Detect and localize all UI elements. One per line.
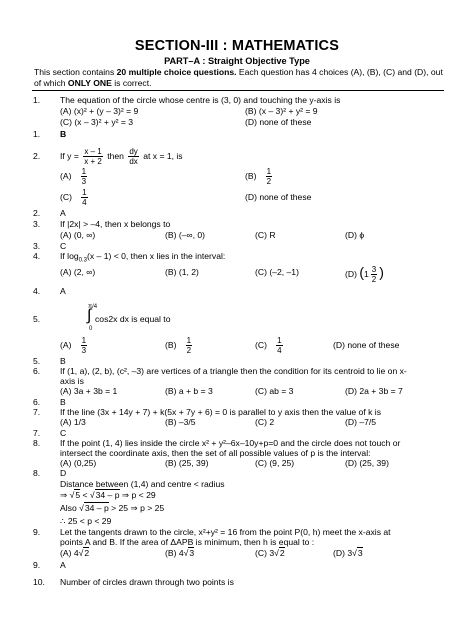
answer-number: 7. bbox=[33, 428, 41, 438]
option-d: (D) 3√3 bbox=[333, 548, 363, 558]
integral-upper-limit: π/4 bbox=[88, 304, 98, 310]
question-number: 4. bbox=[33, 251, 41, 261]
option-a: (A) 3a + 3b = 1 bbox=[60, 386, 118, 396]
text-part: (B) 4 bbox=[165, 548, 184, 558]
solution-line: Also √34 – p > 25 ⇒ p > 25 bbox=[60, 503, 165, 513]
numerator: x – 1 bbox=[84, 147, 102, 157]
option-d: (D) none of these bbox=[245, 117, 312, 127]
option-d: (D) 2a + 3b = 7 bbox=[345, 386, 403, 396]
answer-key: A bbox=[60, 208, 66, 218]
option-a: (A) (0,25) bbox=[60, 458, 97, 468]
option-c bbox=[60, 186, 90, 208]
question-text: If (1, a), (2, b), (c², –3) are vertices of a triangle then the condition for its centroid to lie on x- bbox=[60, 366, 407, 376]
fraction bbox=[276, 336, 282, 355]
answer-key: B bbox=[60, 356, 66, 366]
option-b bbox=[245, 165, 274, 187]
fraction bbox=[81, 336, 87, 355]
text-part: (x – 1) < 0, then x lies in the interval: bbox=[86, 251, 226, 261]
answer-key: C bbox=[60, 428, 67, 438]
option-c: (C) R bbox=[255, 230, 276, 240]
denominator: 2 bbox=[371, 275, 377, 285]
question-text: Number of circles drawn through two points is bbox=[60, 577, 234, 587]
radicand: 2 bbox=[84, 548, 90, 558]
denominator: 4 bbox=[277, 346, 282, 356]
answer-key: B bbox=[60, 397, 66, 407]
numerator: 1 bbox=[277, 336, 282, 346]
intro-bold: ONLY ONE bbox=[67, 77, 112, 88]
option-c: (C) (–2, –1) bbox=[255, 267, 299, 277]
radicand: 3 bbox=[357, 548, 363, 558]
option-b: (B) –3/5 bbox=[165, 417, 196, 427]
radicand: 2 bbox=[279, 548, 285, 558]
text-part: If y = bbox=[60, 151, 82, 161]
fraction bbox=[266, 167, 272, 186]
option-d: (D) (25, 39) bbox=[345, 458, 389, 468]
answer-key: D bbox=[60, 468, 67, 478]
answer-number: 8. bbox=[33, 468, 41, 478]
option-a: (A) (2, ∞) bbox=[60, 267, 96, 277]
fraction bbox=[81, 167, 87, 186]
fraction bbox=[83, 147, 103, 166]
answer-key: A bbox=[60, 286, 66, 296]
text-part: ⇒ bbox=[60, 490, 70, 500]
fraction bbox=[128, 147, 138, 166]
numerator: 1 bbox=[186, 336, 192, 346]
option-a: (A) 1/3 bbox=[60, 417, 86, 427]
option-a: (A) (x)² + (y – 3)² = 9 bbox=[60, 106, 139, 116]
option-c bbox=[255, 334, 285, 356]
question-text: Let the tangents drawn to the circle, x²+y² = 16 from the point P(0, h) meet the x-axis at bbox=[60, 527, 391, 537]
question-number: 2. bbox=[33, 151, 41, 161]
option-label: (A) bbox=[60, 340, 72, 350]
option-b bbox=[165, 334, 194, 356]
integral-lower-limit: 0 bbox=[89, 326, 93, 332]
denominator: 3 bbox=[81, 346, 87, 356]
option-label: (B) bbox=[245, 171, 257, 181]
question-number: 8. bbox=[33, 438, 41, 448]
option-label: (A) bbox=[60, 171, 72, 181]
answer-number: 9. bbox=[33, 560, 41, 570]
answer-key: B bbox=[60, 129, 67, 139]
text-part: ⇒ p < 29 bbox=[119, 490, 156, 500]
answer-key: A bbox=[60, 560, 66, 570]
option-c: (C) (x – 3)² + y² = 3 bbox=[60, 117, 134, 127]
solution-line: Distance between (1,4) and centre < radius bbox=[60, 479, 225, 489]
denominator: 2 bbox=[266, 177, 272, 187]
solution-line: ∴ 25 < p < 29 bbox=[60, 516, 112, 526]
solution-line: ⇒ √5 < √34 – p ⇒ p < 29 bbox=[60, 490, 156, 500]
option-label: (C) bbox=[255, 340, 267, 350]
answer-number: 6. bbox=[33, 397, 41, 407]
question-text: If |2x| > –4, then x belongs to bbox=[60, 219, 171, 229]
option-b: (B) a + b = 3 bbox=[165, 386, 213, 396]
header-divider bbox=[32, 90, 444, 91]
text-part: < bbox=[80, 490, 90, 500]
radicand: 34 – p bbox=[95, 490, 120, 500]
text-part: > 25 ⇒ p > 25 bbox=[108, 503, 165, 513]
question-text bbox=[60, 251, 225, 266]
option-label: (D) bbox=[345, 269, 357, 279]
answer-number: 4. bbox=[33, 286, 41, 296]
denominator: 2 bbox=[186, 346, 192, 356]
part-subtitle: PART–A : Straight Objective Type bbox=[164, 56, 310, 66]
text-part: at x = 1, is bbox=[140, 151, 183, 161]
answer-number: 1. bbox=[33, 129, 41, 139]
text-part: (D) 3 bbox=[333, 548, 353, 558]
bracket-close: ) bbox=[379, 264, 384, 280]
log-base: 0.3 bbox=[78, 257, 87, 264]
option-d: (D) none of these bbox=[245, 192, 312, 202]
question-number: 9. bbox=[33, 527, 41, 537]
answer-number: 5. bbox=[33, 356, 41, 366]
question-text: If the point (1, 4) lies inside the circle x² + y²–6x–10y+p=0 and the circle does not touch or bbox=[60, 438, 401, 448]
option-label: (B) bbox=[165, 340, 177, 350]
numerator: 1 bbox=[81, 336, 87, 346]
question-number: 7. bbox=[33, 407, 41, 417]
numerator: dy bbox=[129, 147, 138, 157]
question-text: If the line (3x + 14y + 7) + k(5x + 7y + 6) = 0 is parallel to y axis then the value of k is bbox=[60, 407, 382, 417]
text-part: If log bbox=[60, 251, 79, 261]
question-text-continued: points A and B. If the area of ΔAPB is minimum, then h is equal to : bbox=[60, 537, 315, 547]
section-title: SECTION-III : MATHEMATICS bbox=[134, 38, 340, 54]
radicand: 3 bbox=[189, 548, 195, 558]
denominator: 3 bbox=[81, 177, 87, 187]
option-a bbox=[60, 334, 89, 356]
option-c: (C) 3√2 bbox=[255, 548, 285, 558]
option-c: (C) 2 bbox=[255, 417, 275, 427]
question-number: 10. bbox=[33, 577, 45, 587]
option-b: (B) (25, 39) bbox=[165, 458, 209, 468]
answer-number: 2. bbox=[33, 208, 41, 218]
option-a: (A) 4√2 bbox=[60, 548, 90, 558]
text-part: Also bbox=[60, 503, 80, 513]
option-b: (B) (x – 3)² + y² = 9 bbox=[245, 106, 318, 116]
option-d: (D) ϕ bbox=[345, 230, 365, 240]
answer-key: C bbox=[60, 241, 67, 251]
fraction bbox=[186, 336, 192, 355]
question-number: 3. bbox=[33, 219, 41, 229]
question-text: cos2x dx is equal to bbox=[95, 314, 171, 324]
question-text: The equation of the circle whose centre is (3, 0) and touching the y-axis is bbox=[60, 95, 341, 105]
option-d: (D) none of these bbox=[333, 340, 400, 350]
numerator: 1 bbox=[81, 167, 87, 177]
option-label: (C) bbox=[60, 192, 72, 202]
radicand: 5 bbox=[75, 490, 81, 500]
question-number: 5. bbox=[33, 314, 41, 324]
fraction bbox=[81, 188, 87, 207]
integral-sign: ∫ bbox=[87, 307, 92, 324]
option-a bbox=[60, 165, 89, 187]
option-b: (B) (1, 2) bbox=[165, 267, 199, 277]
option-c: (C) ab = 3 bbox=[255, 386, 294, 396]
section-instructions bbox=[34, 67, 444, 88]
intro-text: is correct. bbox=[111, 77, 152, 88]
option-d: (D) (1 $\frac{3}{2}$ ) bbox=[345, 264, 384, 285]
numerator: 1 bbox=[266, 167, 272, 177]
option-b: (B) 4√3 bbox=[165, 548, 195, 558]
text-part: then bbox=[104, 151, 127, 161]
intro-text: This section contains bbox=[34, 67, 117, 77]
intro-text: Each question has 4 choices (A), (B), (C) and (D), out of which bbox=[34, 67, 443, 88]
fraction bbox=[371, 265, 377, 284]
question-text-continued: intersect the coordinate axis, then the set of all possible values of p is the interval: bbox=[60, 448, 371, 458]
denominator: 4 bbox=[82, 198, 87, 208]
numerator: 3 bbox=[371, 265, 377, 275]
option-d: (D) –7/5 bbox=[345, 417, 377, 427]
option-c: (C) (9, 25) bbox=[255, 458, 295, 468]
answer-number: 3. bbox=[33, 241, 41, 251]
denominator: x + 2 bbox=[84, 157, 102, 167]
option-a: (A) (0, ∞) bbox=[60, 230, 96, 240]
denominator: dx bbox=[129, 157, 138, 167]
question-text-continued: axis is bbox=[60, 376, 84, 386]
question-number: 1. bbox=[33, 95, 41, 105]
question-number: 6. bbox=[33, 366, 41, 376]
question-text bbox=[60, 146, 183, 166]
intro-bold: 20 multiple choice questions. bbox=[116, 67, 237, 77]
option-b: (B) (–∞, 0) bbox=[165, 230, 206, 240]
text-part: (C) 3 bbox=[255, 548, 275, 558]
bracket-open: ( bbox=[359, 264, 364, 280]
radicand: 34 – p bbox=[84, 503, 109, 513]
text-part: (A) 4 bbox=[60, 548, 79, 558]
numerator: 1 bbox=[82, 188, 87, 198]
